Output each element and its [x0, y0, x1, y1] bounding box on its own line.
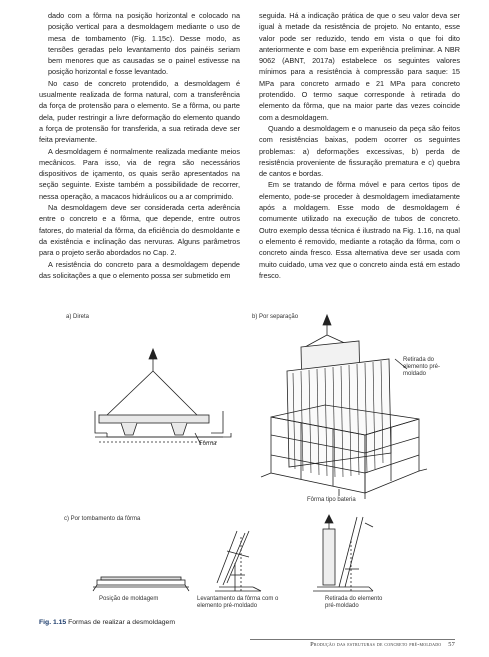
right-text-column — [259, 10, 460, 281]
label-forma-bateria: Fôrma tipo bateria — [307, 497, 356, 503]
label-forma: Fôrma — [199, 441, 217, 447]
sling-right — [153, 371, 197, 415]
paragraph: Em se tratando de fôrma móvel e para certos tipos de elemento, pode-se proceder à desmoldagem imediatamente após a moldagem. Esse modo de desmoldagem é comumente utilizado na execução de tubos de concreto. Outro exemplo dessa técnica é ilustrado na Fig. 1.16, na qual o elemento é removido, mediante a rotação da fôrma, com o concreto ainda fresco. Essa alternativa deve ser usada com muito cuidado, uma vez que o concreto ainda está em estado fresco. — [259, 180, 460, 280]
label-a-direta: a) Direta — [66, 314, 90, 320]
running-title: Produção das estruturas de concreto pré-moldado — [310, 641, 442, 648]
label-c-tombamento: c) Por tombamento da fôrma — [64, 516, 141, 522]
paragraph: No caso de concreto protendido, a desmoldagem é usualmente realizada de forma natural, com a transferência da força de protensão para o elemento. Se a fôrma, ou parte dela, puder restringir a livre deformação do elemento quando a força de protensão for transferida, a sua retirada deve ser feita previamente. — [39, 78, 240, 145]
paragraph: seguida. Há a indicação prática de que o seu valor deva ser igual à metade da resistência de projeto. No entanto, esse valor pode ser reduzido, tendo em vista o que foi dito anteriormente e com base em experiência preliminar. A NBR 9062 (ABNT, 2017a) estabelece os seguintes valores mínimos para a resistência à compressão para saque: 15 MPa para concreto armado e 21 MPa para concreto protendido. O termo saque corresponde à retirada do elemento da fôrma, que na maior parte das vezes coincide com a desmoldagem. — [259, 11, 460, 122]
paragraph: Na desmoldagem deve ser considerada certa aderência entre o concreto e a fôrma, que depende, entre outros fatores, do material da fôrma, da eficiência do desmoldante e da existência e inclinação das nervuras. Alguns parâmetros para o projeto serão abordados no Cap. 2. — [39, 203, 240, 258]
figure-caption — [39, 619, 175, 626]
page-number: 57 — [448, 641, 455, 648]
double-tee-element — [99, 415, 209, 435]
paragraph: Quando a desmoldagem e o manuseio da peça são feitos com resistências baixas, podem ocorrer os seguintes problemas: a) deformações excessivas, b) perda de resistência proveniente de fissuração prematura e c) quebra de cantos e bordas. — [259, 123, 460, 179]
tilting-sequence-drawing — [93, 515, 373, 591]
sling-left — [107, 371, 153, 415]
paragraph: dado com a fôrma na posição horizontal e colocado na posição vertical para a desmoldagem mediante o uso de mesa de tombamento (Fig. 1.15c). Desse modo, as tensões geradas pelo levantamento dos painéis seriam bem menores que as causadas se o painel estivesse na posição horizontal e fosse levantado. — [48, 11, 240, 77]
caption-text: Formas de realizar a desmoldagem — [68, 619, 176, 626]
label-retirada: Retirada do elemento pré-moldado — [403, 357, 441, 377]
left-text-column — [39, 10, 240, 281]
label-retirada-elemento: Retirada do elemento pré-moldado — [325, 596, 383, 609]
label-posicao-moldagem: Posição de moldagem — [99, 596, 159, 602]
up-arrow-icon — [149, 349, 157, 359]
footer-rule — [250, 639, 455, 640]
paragraph: A resistência do concreto para a desmoldagem depende das solicitações a que o elemento possa ser submetido em — [39, 259, 240, 280]
paragraph: A desmoldagem é normalmente realizada mediante meios mecânicos. Para isso, via de regra são necessários dispositivos de içamento, os quais serão apresentados na seção seguinte. Existe também a possibilidade de recorrer, nessa operação, a macacos hidráulicos ou a ar comprimido. — [39, 146, 240, 201]
figure-1-15 — [39, 311, 459, 613]
figure-drawing — [39, 311, 459, 613]
battery-formwork-drawing — [261, 315, 427, 499]
label-b-separacao: b) Por separação — [252, 314, 299, 320]
page-footer — [310, 641, 455, 648]
caption-label: Fig. 1.15 — [39, 619, 67, 626]
label-levantamento: Levantamento da fôrma com o elemento pré-moldado — [197, 596, 279, 609]
